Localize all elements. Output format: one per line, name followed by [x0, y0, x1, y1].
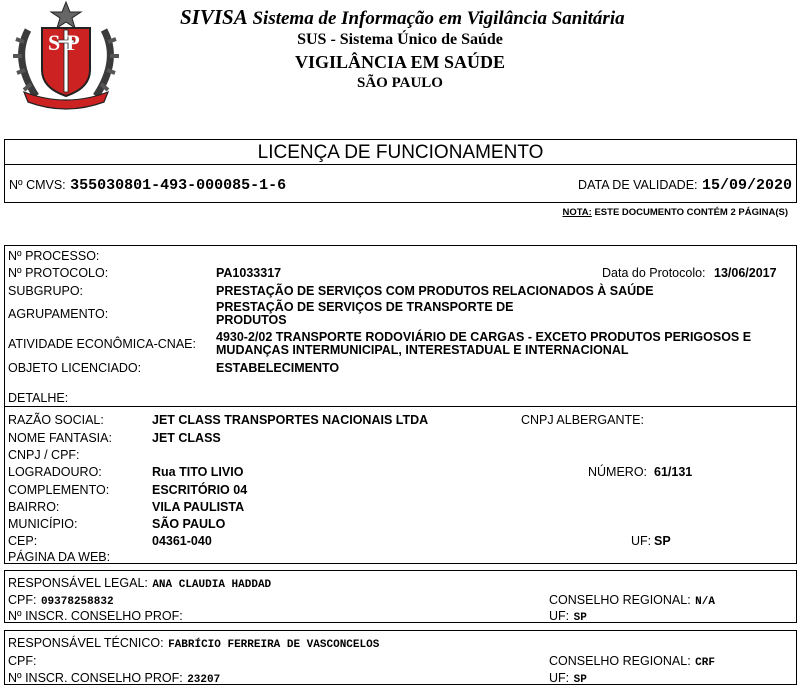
header-line-city: SÃO PAULO — [357, 75, 443, 91]
logradouro-label: LOGRADOURO: — [8, 465, 102, 479]
emblem-text: SP — [48, 30, 86, 55]
bairro-value: VILA PAULISTA — [152, 500, 245, 514]
logradouro-value: Rua TITO LIVIO — [152, 465, 244, 479]
cnae-value-line1: 4930-2/02 TRANSPORTE RODOVIÁRIO DE CARGAS - EXCETO PRODUTOS PERIGOSOS E — [216, 330, 752, 344]
validity-value: 15/09/2020 — [701, 177, 792, 194]
cnae-value-line2: MUDANÇAS INTERMUNICIPAL, INTERESTADUAL E INTERNACIONAL — [216, 343, 629, 357]
data-protocolo-value: 13/06/2017 — [714, 266, 777, 280]
tech-resp-value: FABRÍCIO FERREIRA DE VASCONCELOS — [168, 639, 380, 651]
legal-resp-value: ANA CLAUDIA HADDAD — [152, 579, 272, 591]
note-text: ESTE DOCUMENTO CONTÉM 2 PÁGINA(S) — [594, 207, 788, 218]
fantasia-value: JET CLASS — [152, 431, 221, 445]
header-line-sus: SUS - Sistema Único de Saúde — [297, 31, 503, 48]
tech-inscr-label: Nº INSCR. CONSELHO PROF: — [8, 671, 183, 685]
bairro-label: BAIRRO: — [8, 500, 60, 514]
header-line-vigilancia: VIGILÂNCIA EM SAÚDE — [294, 52, 506, 72]
system-acronym: SIVISA — [180, 5, 248, 29]
cmvs-label: Nº CMVS: — [9, 178, 66, 192]
legal-inscr-field — [8, 607, 183, 625]
tech-resp-label: RESPONSÁVEL TÉCNICO: — [8, 636, 164, 650]
protocolo-label: Nº PROTOCOLO: — [8, 266, 109, 280]
data-protocolo-label: Data do Protocolo: — [602, 266, 706, 280]
company-box — [4, 406, 797, 564]
legal-resp-label: RESPONSÁVEL LEGAL: — [8, 576, 148, 590]
note-label: NOTA: — [562, 207, 592, 218]
legal-responsible-box — [4, 570, 797, 623]
legal-inscr-label: Nº INSCR. CONSELHO PROF: — [8, 609, 183, 623]
objeto-label: OBJETO LICENCIADO: — [8, 361, 142, 375]
tech-uf-value: SP — [573, 674, 587, 686]
system-name: Sistema de Informação em Vigilância Sanitária — [252, 8, 625, 29]
tech-conselho-value: CRF — [695, 657, 715, 669]
municipio-label: MUNICÍPIO: — [8, 517, 78, 531]
validity-field — [578, 176, 792, 194]
tech-cpf-field — [8, 652, 36, 670]
cnpj-label: CNPJ / CPF: — [8, 448, 80, 462]
legal-conselho-value: N/A — [695, 596, 715, 608]
tech-inscr-value: 23207 — [187, 674, 221, 686]
razao-value: JET CLASS TRANSPORTES NACIONAIS LTDA — [152, 413, 429, 427]
cnae-label: ATIVIDADE ECONÔMICA-CNAE: — [8, 337, 196, 351]
uf-label: UF: — [631, 534, 652, 548]
tech-conselho-field — [549, 652, 715, 670]
tech-cpf-label: CPF: — [8, 654, 37, 668]
tech-uf-field — [549, 669, 587, 687]
agrupamento-value-line2: PRODUTOS — [216, 313, 287, 327]
document-note — [562, 207, 788, 218]
cep-value: 04361-040 — [152, 534, 212, 548]
protocolo-value: PA1033317 — [216, 266, 282, 280]
cmvs-field — [9, 176, 286, 194]
web-label: PÁGINA DA WEB: — [8, 550, 111, 564]
system-title — [180, 5, 625, 30]
license-title-divider — [5, 164, 796, 165]
agrupamento-label: AGRUPAMENTO: — [8, 307, 109, 321]
numero-value: 61/131 — [654, 465, 693, 479]
license-title: LICENÇA DE FUNCIONAMENTO — [257, 142, 544, 163]
legal-cpf-label: CPF: — [8, 593, 37, 607]
agrupamento-value-line1: PRESTAÇÃO DE SERVIÇOS DE TRANSPORTE DE — [216, 300, 514, 314]
processo-label: Nº PROCESSO: — [8, 249, 100, 263]
validity-label: DATA DE VALIDADE: — [578, 178, 698, 192]
complemento-value: ESCRITÓRIO 04 — [152, 483, 248, 497]
detalhe-label: DETALHE: — [8, 391, 69, 405]
legal-uf-field — [549, 607, 587, 625]
legal-uf-value: SP — [573, 612, 587, 624]
legal-uf-label: UF: — [549, 609, 570, 623]
uf-value: SP — [654, 534, 671, 548]
process-box — [4, 245, 797, 407]
cep-label: CEP: — [8, 534, 38, 548]
municipio-value: SÃO PAULO — [152, 517, 226, 531]
razao-label: RAZÃO SOCIAL: — [8, 413, 104, 427]
legal-cpf-value: 09378258832 — [40, 596, 114, 608]
tech-resp-field — [8, 634, 379, 652]
legal-resp-field — [8, 574, 271, 592]
tech-uf-label: UF: — [549, 671, 570, 685]
objeto-value: ESTABELECIMENTO — [216, 361, 340, 375]
cnpj-albergante-label: CNPJ ALBERGANTE: — [521, 413, 644, 427]
legal-conselho-label: CONSELHO REGIONAL: — [549, 593, 691, 607]
subgrupo-value: PRESTAÇÃO DE SERVIÇOS COM PRODUTOS RELACIONADOS À SAÚDE — [216, 284, 654, 298]
complemento-label: COMPLEMENTO: — [8, 483, 110, 497]
subgrupo-label: SUBGRUPO: — [8, 284, 84, 298]
tech-inscr-field — [8, 669, 220, 687]
tech-conselho-label: CONSELHO REGIONAL: — [549, 654, 691, 668]
numero-label: NÚMERO: — [588, 465, 648, 479]
cmvs-value: 355030801-493-000085-1-6 — [70, 177, 287, 194]
technical-responsible-box — [4, 630, 797, 685]
license-box — [4, 139, 797, 203]
fantasia-label: NOME FANTASIA: — [8, 431, 112, 445]
